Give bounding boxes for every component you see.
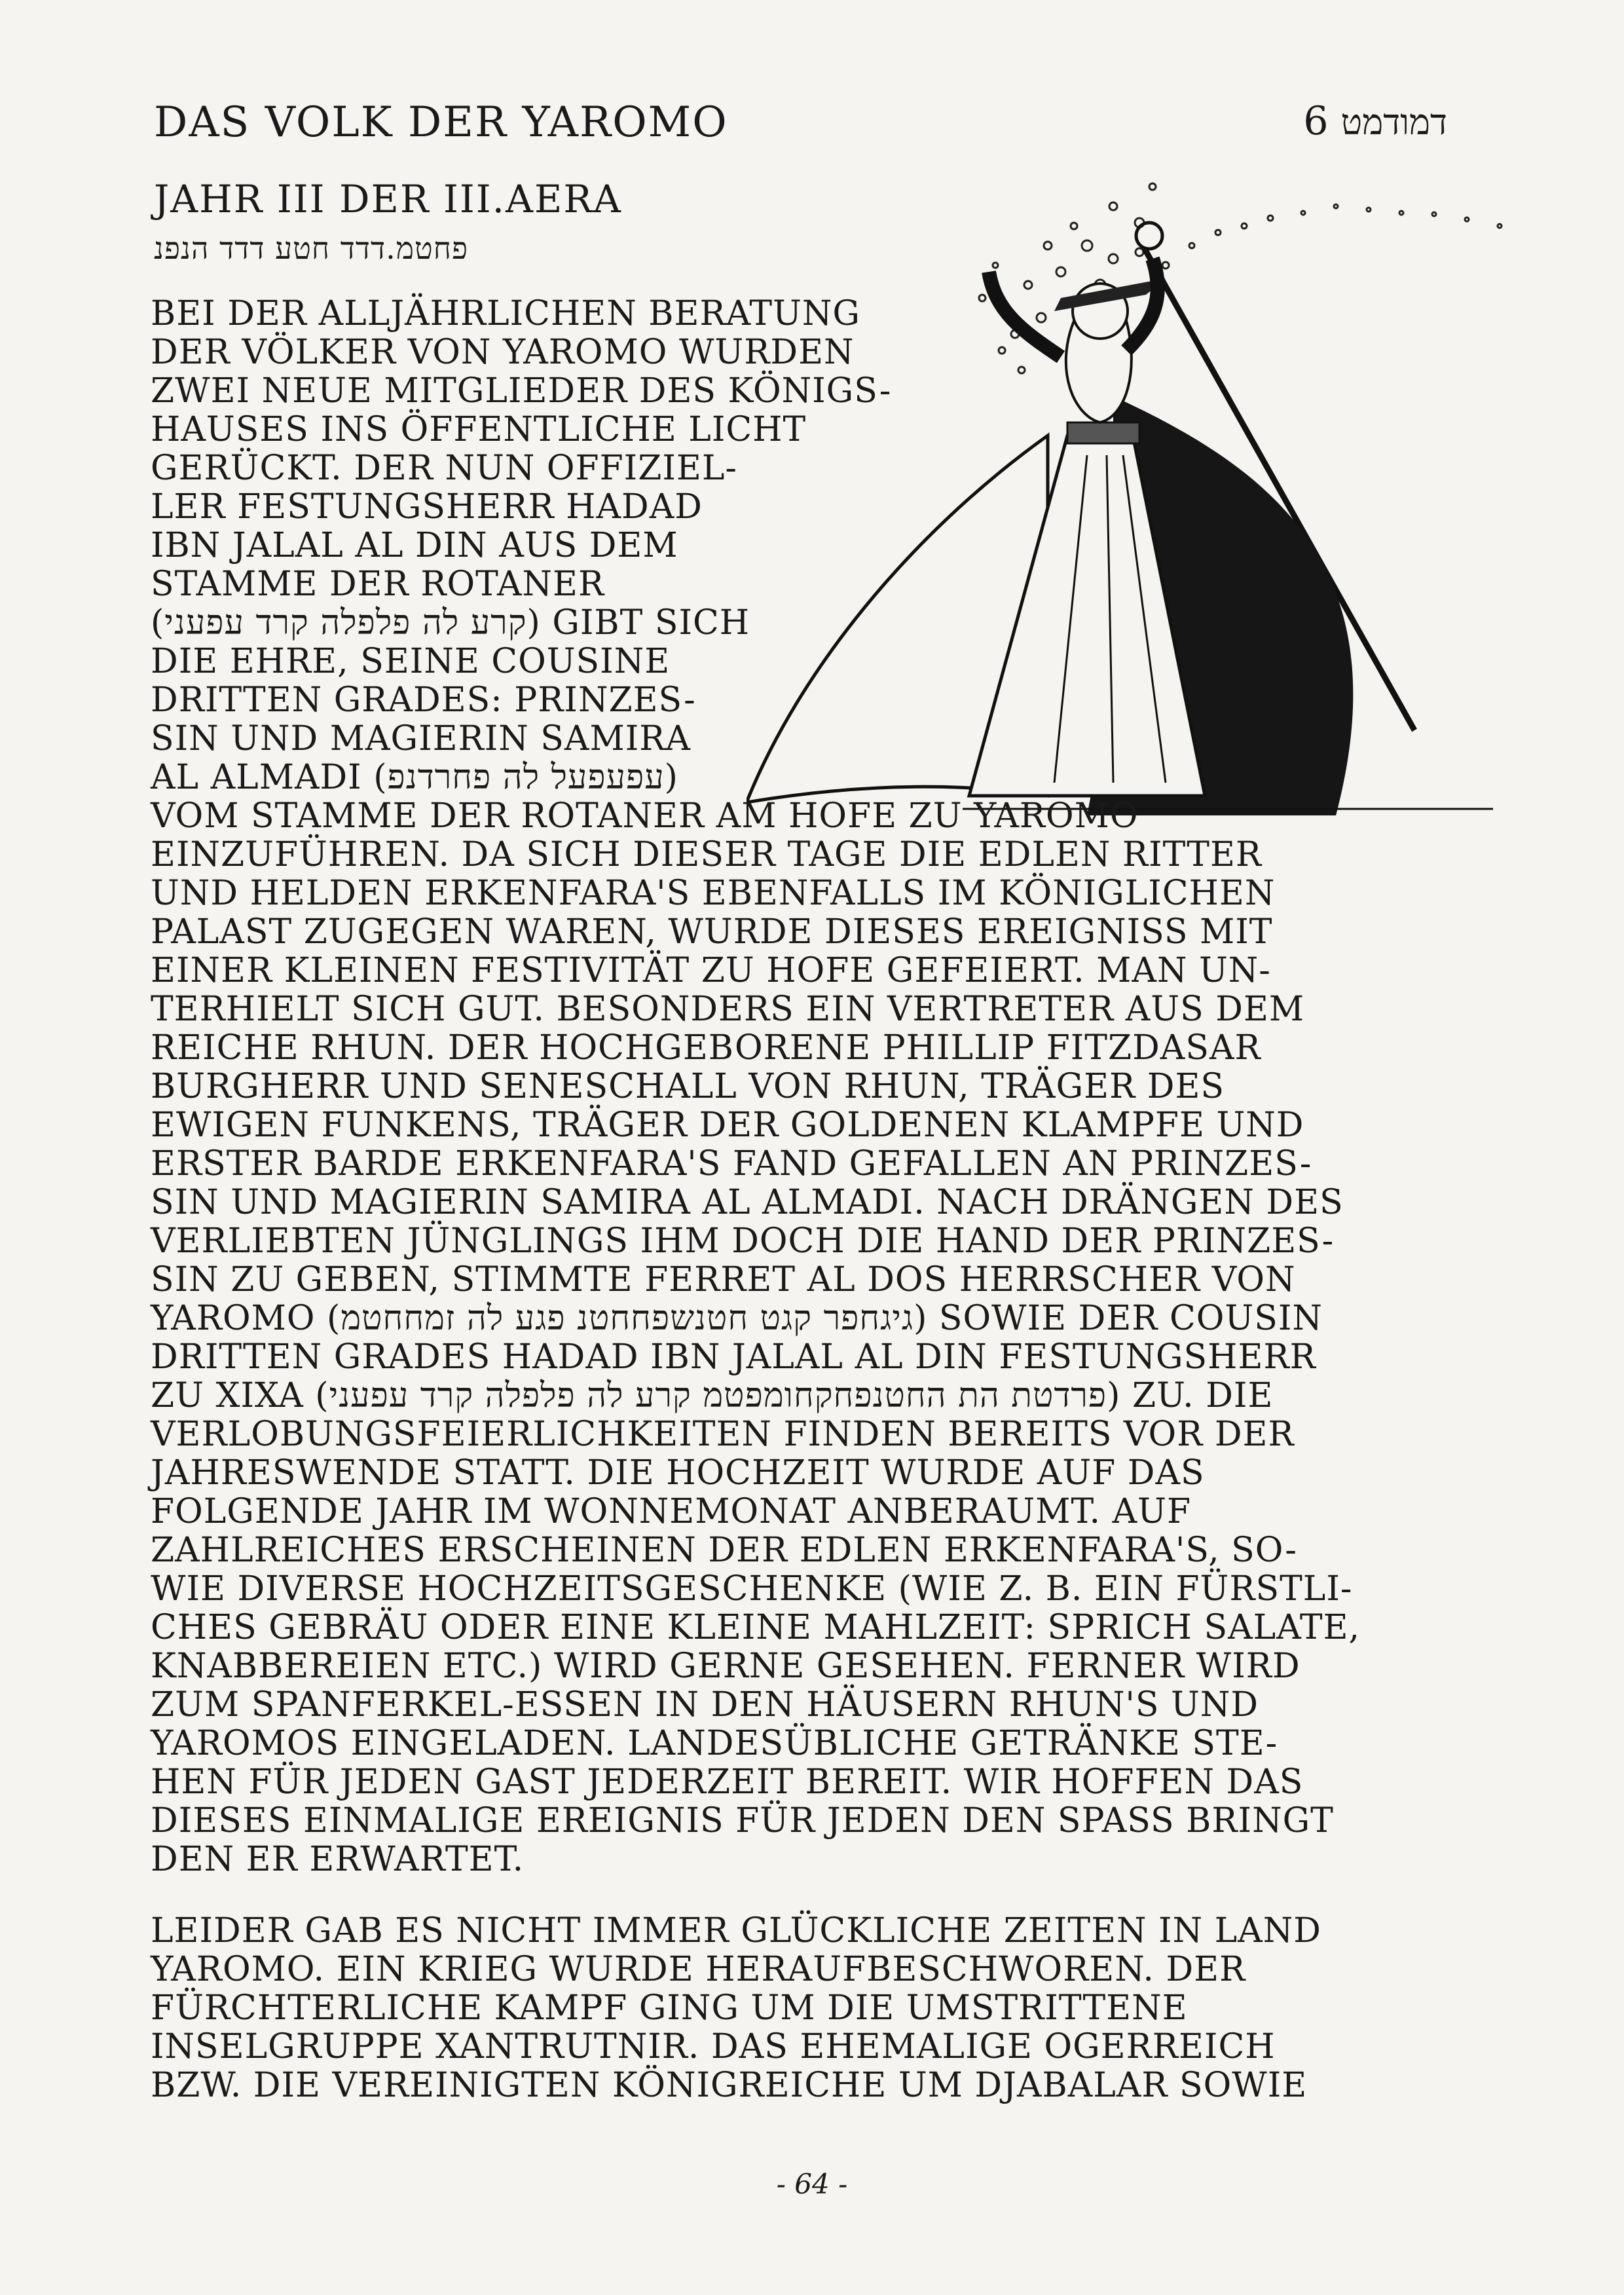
text-line: DIESES EINMALIGE EREIGNIS FÜR JEDEN DEN SPASS BRINGT (151, 1801, 1334, 1840)
text-line: DEN ER ERWARTET. (151, 1840, 525, 1879)
text-line: PALAST ZUGEGEN WAREN, WURDE DIESES EREIGNISS MIT (151, 912, 1273, 952)
text-line: INSELGRUPPE XANTRUTNIR. DAS EHEMALIGE OGERREICH (151, 2027, 1276, 2066)
text-line: GERÜCKT. DER NUN OFFIZIEL- (151, 449, 737, 488)
header-right (1303, 98, 1473, 144)
text-line: YAROMO. EIN KRIEG WURDE HERAUFBESCHWOREN. DER (151, 1950, 1246, 1989)
text-line: ZAHLREICHES ERSCHEINEN DER EDLEN ERKENFARA'S, SO- (151, 1531, 1297, 1570)
era-cipher: פחטמ.דדד חטע דדד הנפנ (154, 231, 469, 266)
text-line: FOLGENDE JAHR IM WONNEMONAT ANBERAUMT. AUF (151, 1492, 1192, 1531)
text-line: STAMME DER ROTANER (151, 565, 605, 604)
text-line: DIE EHRE, SEINE COUSINE (151, 642, 671, 681)
text-line: ZU XIXA (פרדטת הת החטנפחקחומפטמ קרע לה פלפלה קרד עפעני) ZU. DIE (151, 1376, 1274, 1415)
text-line: SIN ZU GEBEN, STIMMTE FERRET AL DOS HERRSCHER VON (151, 1260, 1296, 1299)
page-title: DAS VOLK DER YAROMO (154, 98, 728, 147)
text-line: HEN FÜR JEDEN GAST JEDERZEIT BEREIT. WIR HOFFEN DAS (151, 1763, 1304, 1802)
header-page-number: 6 (1303, 98, 1329, 144)
text-line: VOM STAMME DER ROTANER AM HOFE ZU YAROMO (151, 796, 1139, 836)
page-footer: - 64 - (776, 2168, 848, 2200)
text-line: EWIGEN FUNKENS, TRÄGER DER GOLDENEN KLAMPFE UND (151, 1106, 1304, 1145)
text-line: BURGHERR UND SENESCHALL VON RHUN, TRÄGER DES (151, 1067, 1225, 1106)
text-line: (קרע לה פלפלה קרד עפעני) GIBT SICH (151, 603, 750, 643)
text-line: CHES GEBRÄU ODER EINE KLEINE MAHLZEIT: SPRICH SALATE, (151, 1608, 1361, 1647)
header-cipher: דמודמט (1340, 102, 1447, 143)
text-line: BZW. DIE VEREINIGTEN KÖNIGREICHE UM DJABALAR SOWIE (151, 2066, 1308, 2105)
text-line: KNABBEREIEN ETC.) WIRD GERNE GESEHEN. FERNER WIRD (151, 1647, 1301, 1686)
text-line: SIN UND MAGIERIN SAMIRA (151, 719, 691, 758)
text-line: LEIDER GAB ES NICHT IMMER GLÜCKLICHE ZEITEN IN LAND (151, 1911, 1321, 1950)
text-line: VERLIEBTEN JÜNGLINGS IHM DOCH DIE HAND DER PRINZES- (151, 1222, 1335, 1261)
right-arm (1126, 259, 1158, 350)
text-line: BEI DER ALLJÄHRLICHEN BERATUNG (151, 294, 860, 333)
text-line: SIN UND MAGIERIN SAMIRA AL ALMADI. NACH DRÄNGEN DES (151, 1183, 1344, 1222)
text-line: ZUM SPANFERKEL-ESSEN IN DEN HÄUSERN RHUN'S UND (151, 1685, 1259, 1725)
text-line: UND HELDEN ERKENFARA'S EBENFALLS IM KÖNIGLICHEN (151, 874, 1276, 913)
text-line: EINER KLEINEN FESTIVITÄT ZU HOFE GEFEIERT. MAN UN- (151, 951, 1271, 990)
text-line: VERLOBUNGSFEIERLICHKEITEN FINDEN BEREITS VOR DER (151, 1415, 1295, 1454)
text-line: HAUSES INS ÖFFENTLICHE LICHT (151, 410, 807, 449)
text-line: IBN JALAL AL DIN AUS DEM (151, 526, 678, 565)
text-line: ZWEI NEUE MITGLIEDER DES KÖNIGS- (151, 371, 892, 411)
text-line: DER VÖLKER VON YAROMO WURDEN (151, 333, 855, 372)
text-line: FÜRCHTERLICHE KAMPF GING UM DIE UMSTRITTENE (151, 1988, 1188, 2028)
belt (1067, 422, 1139, 443)
era-title: JAHR III DER III.AERA (154, 177, 622, 221)
text-line: WIE DIVERSE HOCHZEITSGESCHENKE (WIE Z. B. EIN FÜRSTLI- (151, 1569, 1353, 1609)
text-line: DRITTEN GRADES HADAD IBN JALAL AL DIN FESTUNGSHERR (151, 1337, 1316, 1377)
text-line: JAHRESWENDE STATT. DIE HOCHZEIT WURDE AUF DAS (151, 1453, 1205, 1493)
text-line: EINZUFÜHREN. DA SICH DIESER TAGE DIE EDLEN RITTER (151, 835, 1263, 874)
text-line: YAROMO (גיגחפר קגט חטנשפחחטנ פגע לה זמחחטמ) SOWIE DER COUSIN (151, 1299, 1323, 1338)
page-header (154, 98, 1473, 157)
text-line: AL ALMADI (עפעפעל לה פחרדנפ) (151, 758, 678, 797)
text-line: REICHE RHUN. DER HOCHGEBORENE PHILLIP FITZDASAR (151, 1028, 1261, 1068)
sparkles (979, 183, 1502, 373)
text-line: ERSTER BARDE ERKENFARA'S FAND GEFALLEN AN PRINZES- (151, 1144, 1312, 1184)
text-line: TERHIELT SICH GUT. BESONDERS EIN VERTRETER AUS DEM (151, 990, 1305, 1029)
wizard-illustration (747, 160, 1532, 815)
text-line: YAROMOS EINGELADEN. LANDESÜBLICHE GETRÄNKE STE- (151, 1724, 1278, 1763)
era-block (154, 177, 622, 266)
text-line: LER FESTUNGSHERR HADAD (151, 487, 703, 527)
text-line: DRITTEN GRADES: PRINZES- (151, 681, 696, 720)
